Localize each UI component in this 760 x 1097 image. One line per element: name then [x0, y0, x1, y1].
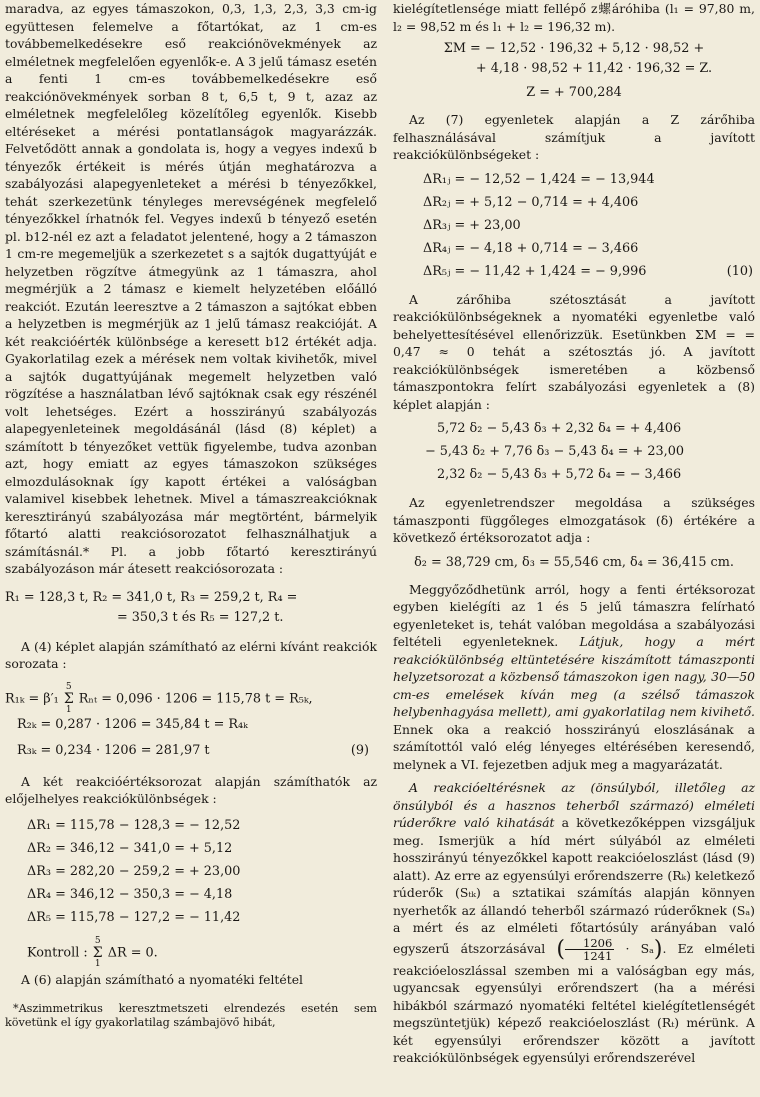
footnote: *Aszimmetrikus keresztmetszeti elrendezés esetén sem követünk el így gyakorlatilag számbajövő hibát, — [5, 1002, 377, 1029]
corrected-deltas — [393, 168, 755, 283]
delta-row-4: ΔR₄ = 346,12 − 350,3 = − 4,18 — [27, 886, 233, 902]
sum-upper-limit: 5 — [65, 681, 72, 692]
delta-row-2: ΔR₂ = 346,12 − 341,0 = + 5,12 — [27, 840, 233, 856]
eq9-line-1-post: Rₙₜ = 0,096 · 1206 = 115,78 t = R₅ₖ, — [78, 691, 313, 706]
corrected-delta-1: ΔR₁ⱼ = − 12,52 − 1,424 = − 13,944 — [423, 171, 655, 187]
sum-lower-limit: 1 — [65, 704, 72, 715]
system-eq-2: − 5,43 δ₂ + 7,76 δ₃ − 5,43 δ₄ = + 23,00 — [425, 444, 684, 459]
right-paragraph-4: Az egyenletrendszer megoldása a szükséges támaszponti függőleges elmozgatások (δ) értékére a következő értéksorozatot adja : — [393, 495, 755, 545]
fraction — [565, 937, 614, 962]
solution-line: δ₂ = 38,729 cm, δ₃ = 55,546 cm, δ₄ = 36,415 cm. — [414, 554, 734, 570]
open-paren-icon: ( — [556, 936, 565, 962]
sigma-icon: Σ — [92, 944, 103, 961]
right-paragraph-6 — [393, 779, 755, 1067]
kontroll-sum-symbol — [93, 937, 103, 969]
right-paragraph-5 — [393, 581, 755, 774]
corrected-delta-3: ΔR₃ⱼ = + 23,00 — [423, 217, 521, 233]
reactions-eq-line-2: = 350,3 t és R₅ = 127,2 t. — [117, 609, 284, 625]
system-eq-1: 5,72 δ₂ − 5,43 δ₃ + 2,32 δ₄ = + 4,406 — [437, 421, 682, 436]
left-paragraph-1: maradva, az egyes támaszokon, 0,3, 1,3, 2,3, 3,3 cm-ig együttesen felemelve a főtartókat, az 1 cm-es továbbemelkedésekre eső reakciónövekmények az elméletnek megfelelően egyenlők-e. A 3 jelű támasz esetén a fenti 1 cm-es továbbemelkedésekre eső reakciónövekmények sorban 8 t, 6,5 t, 9 t, azaz az elméletnek megfelelőleg közelítőleg egyenlők. Kisebb eltéréseket a mérési pontatlanságok magyarázzák. Felvetődött annak a gondolata is, hogy a vegyes indexű b tényezők értékeit is mérés útján meghatározva a szabályozási alapegyenleteket a mérési b tényezőkkel, tehát szerkezetünk tényleges merevségének megfelelő tényezőkkel írhatnók fel. Vegyes indexű b tényező esetén pl. b12-nél ez azt a feladatot jelentené, hogy a 2 támaszon 1 cm-re megemeljük a szerkezetet s a sajtók dugattyúját e helyzetben rögzítve átmegyünk az 1 támaszra, ahol megmérjük a 2 támasz e kiemelt helyzetében előálló reakciót. Ezután leeresztve a 2 támaszon a sajtókat ebben a helyzetben is megmérjük az 1 jelű támasz reakcióját. A két reakcióérték különbsége a keresett b12 értékét adja. Gyakorlatilag ezek a mérések nem voltak kivihetők, mivel a sajtók dugattyújának megemelt helyzetben való rögzítése a használatban lévő sajtóknak csak egy részénél volt lehetséges. Ezért a hosszirányú szabályozás alapegyenleteinek megoldásánál (lásd (8) képlet) a számított b tényezőket vettük figyelembe, tudva azonban azt, hogy emiatt az egyes támaszokon szükséges elmozdulásoknak így kapott értékei a valóságban valamivel kisebbek lehetnek. Mivel a támaszreakcióknak keresztirányú szabályozása már megtörtént, bármelyik főtartó alatti reakciósorozatot felhasználhatjuk a számításnál.* Pl. a jobb főtartó keresztirányú szabályozáson már átesett reakciósorozata : — [5, 1, 377, 576]
system-eq-3: 2,32 δ₂ − 5,43 δ₃ + 5,72 δ₄ = − 3,466 — [437, 467, 682, 482]
kontroll-sum-upper: 5 — [94, 935, 101, 946]
corrected-delta-5-row — [423, 260, 755, 283]
fraction-post: · Sₐ — [625, 940, 654, 956]
right-paragraph-3: A zárőhiba szétosztását a javított reakciókülönbségeknek a nyomatéki egyenletbe való behelyettesítésével ellenőrizzük. Esetünkben ΣM = = 0,47 ≈ 0 tehát a szétosztás jó. A javított reakciókülönbségek ismeretében a közbenső támaszpontokra felírt szabályozási egyenletek a (8) képlet alapján : — [393, 291, 755, 412]
right-paragraph-1: kielégítetlensége miatt fellépő z螺áróhiba (l₁ = 97,80 m, l₂ = 98,52 m és l₁ + l₂ = 196,32 m). — [393, 1, 755, 34]
fraction-denominator: 1241 — [583, 948, 613, 963]
p5-text-a: Meggyőződhetünk arról, hogy a fenti értéksorozat egyben kielégíti az 1 és 5 jelű támaszra felírható egyenleteket is, tehát valóban megoldása a szabályozási feltételi egyenleteknek. — [393, 581, 755, 649]
right-paragraph-2: Az (7) egyenletek alapján a Z zárőhiba felhasználásával számítjuk a javított reakciókülönbségeket : — [393, 112, 755, 162]
kontroll-line — [5, 935, 377, 969]
delta-list — [5, 814, 377, 929]
p5-emphasis: Látjuk, hogy a mért reakciókülönbség eltüntetésére kiszámított támaszponti helyzetsorozat a közbenső támaszokon igen nagy, 30—50 cm-es emelések kíván meg (a szélső támaszok helybenhagyása mellett), ami gyakorlatilag nem kivihető. — [393, 634, 755, 719]
delta-row-5: ΔR₅ = 115,78 − 127,2 = − 11,42 — [27, 909, 241, 925]
delta-row-1: ΔR₁ = 115,78 − 128,3 = − 12,52 — [27, 817, 241, 833]
reactions-eq-line-1: R₁ = 128,3 t, R₂ = 341,0 t, R₃ = 259,2 t, R₄ = — [5, 589, 298, 605]
p6-text-c: . Ez elméleti reakcióeloszlással szemben mi a valóságban egy más, ugyancsak egyensúlyi erőrendszert (ha a mérési hibákból származó nyomatéki feltétel kielégítetlenségét megszüntetjük) képező reakcióeloszlást (Rₜ) mérünk. A két egyensúlyi erőrendszer között a javított reakciókülönbségek egyensúlyi erőrendszerével — [393, 940, 755, 1065]
close-paren-icon: ) — [653, 936, 663, 962]
sigma-icon: Σ — [63, 690, 74, 707]
eq9-line-1 — [5, 681, 377, 715]
corrected-delta-5: ΔR₅ⱼ = − 11,42 + 1,424 = − 9,996 — [423, 263, 647, 279]
equation-number-9: (9) — [350, 742, 369, 758]
moment-sum-line-2: + 4,18 · 98,52 + 11,42 · 196,32 = Z. — [475, 61, 713, 76]
eq9-line-2: R₂ₖ = 0,287 · 1206 = 345,84 t = R₄ₖ — [17, 716, 248, 732]
corrected-delta-2: ΔR₂ⱼ = + 5,12 − 0,714 = + 4,406 — [423, 194, 639, 210]
kontroll-sum-lower: 1 — [94, 958, 101, 969]
closure-error-value: Z = + 700,284 — [526, 85, 622, 100]
left-paragraph-2: A (4) képlet alapján számítható az elérni kívánt reakciók sorozata : — [5, 638, 377, 671]
left-column — [5, 0, 377, 1030]
fraction-numerator: 1206 — [565, 937, 614, 950]
corrected-delta-4: ΔR₄ⱼ = − 4,18 + 0,714 = − 3,466 — [423, 240, 639, 256]
left-paragraph-3: A két reakcióértéksorozat alapján számíthatók az előjelhelyes reakciókülönbségek : — [5, 773, 377, 806]
eq9-line-1-pre: R₁ₖ = β′₁ — [5, 691, 59, 706]
kontroll-value: ΔR = 0. — [107, 945, 158, 960]
eq9-line-3 — [5, 741, 377, 761]
p6-emphasis: A reakcióeltérésnek az (önsúlyból, illetőleg az önsúlyból és a hasznos teherből származó) elméleti rúderőkre való kihatását — [393, 780, 755, 830]
p5-text-c: Ennek oka a reakció hosszirányú eloszlásának a számítottól való elég lényeges eltérésében keresendő, melynek a VI. fejezetben adjuk meg a magyarázatát. — [393, 721, 755, 772]
equation-system — [393, 417, 755, 486]
equation-number-10: (10) — [726, 263, 753, 279]
sum-symbol — [64, 683, 74, 715]
moment-sum-line-1: ΣM = − 12,52 · 196,32 + 5,12 · 98,52 + — [443, 41, 705, 56]
delta-row-3: ΔR₃ = 282,20 − 259,2 = + 23,00 — [27, 863, 241, 879]
left-paragraph-4: A (6) alapján számítható a nyomatéki feltétel — [21, 971, 303, 987]
kontroll-label: Kontroll : — [27, 945, 88, 960]
eq9-line-3-text: R₃ₖ = 0,234 · 1206 = 281,97 t — [17, 742, 210, 758]
right-column — [393, 0, 755, 1067]
p6-text-b: a következőképpen vizsgáljuk meg. Ismerjük a híd mért súlyából az elméleti hosszirányú tényezőkkel kapott reakcióeloszlást (lásd (9) alatt). Az erre az egyensúlyi erőrendszerre (Rₖ) keletkező rúderők (Sₜₖ) a sztatikai számítás alapján könnyen nyerhetők az állandó teherből származó rúderőknek (Sₐ) a mért és az elméleti főtartósúly arányában való egyszerű átszorzásával — [393, 815, 756, 956]
